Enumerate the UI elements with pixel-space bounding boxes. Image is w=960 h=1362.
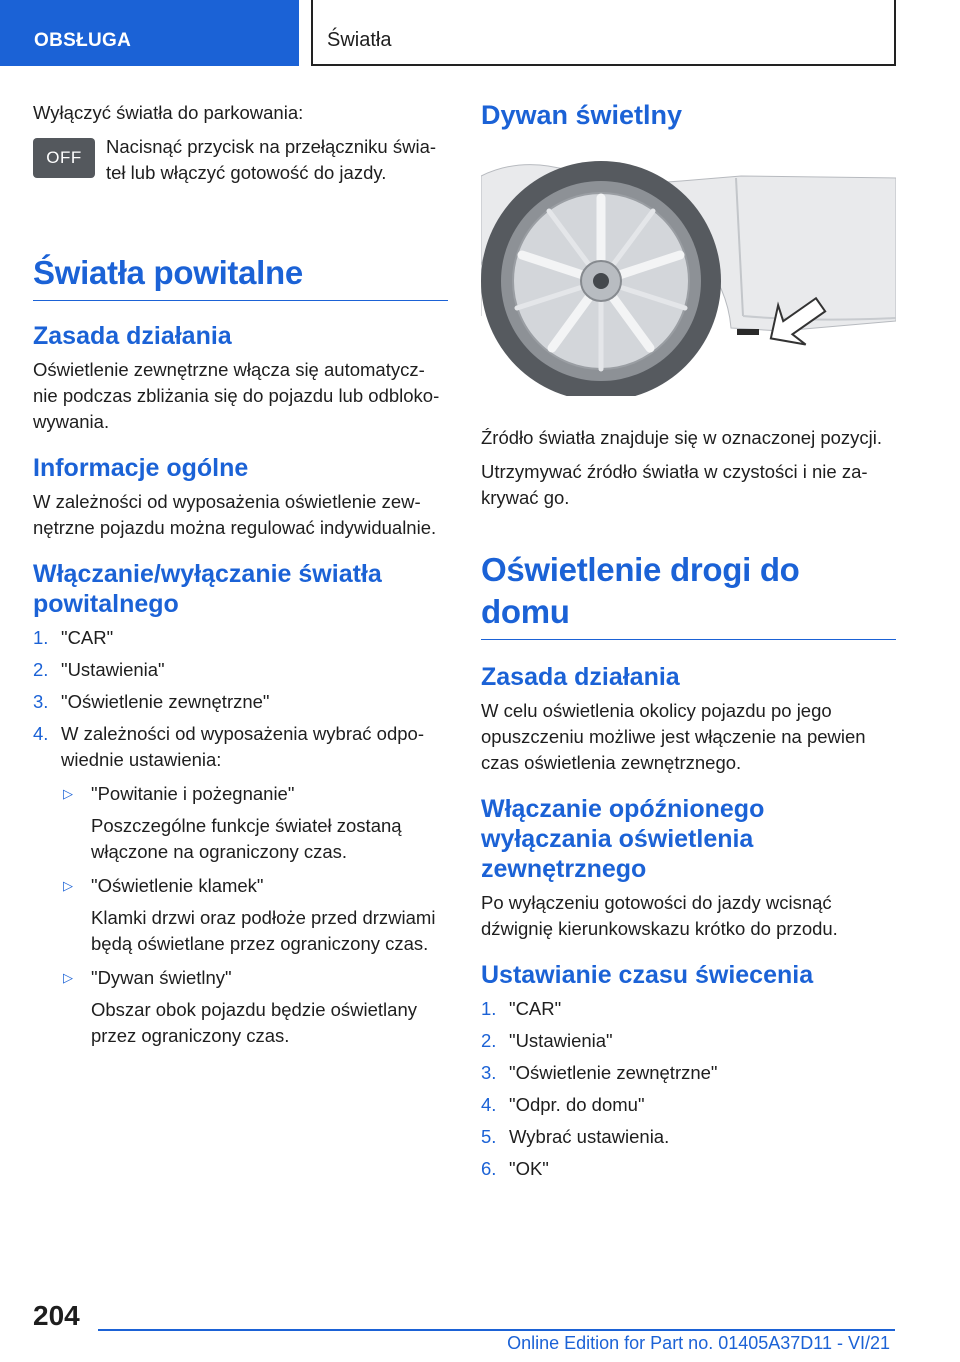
off-instruction <box>33 134 448 196</box>
page-header <box>0 0 960 66</box>
heading-principle: Zasada działania <box>33 322 232 350</box>
parking-off-label: Wyłączyć światła do parkowania: <box>33 102 304 123</box>
list-item: 5. Wybrać ustawienia. <box>481 1126 670 1147</box>
car-wheel-illustration <box>481 146 896 396</box>
left-column <box>33 100 448 1057</box>
page-number: 204 <box>33 1300 80 1331</box>
principle-text: Oświetlenie zewnętrzne włącza się automatycz-nie podczas zbliżania się do pojazdu lub odbloko-wywania. <box>33 359 440 432</box>
option-item: ▷ "Powitanie i pożegnanie" Poszczególne funkcje świateł zostaną włączone na ograniczony czas. <box>63 783 402 862</box>
list-item: 4. "Odpr. do domu" <box>481 1094 645 1115</box>
footer-divider <box>98 1329 895 1331</box>
triangle-bullet-icon: ▷ <box>63 878 73 893</box>
option-list <box>61 781 448 1049</box>
triangle-bullet-icon: ▷ <box>63 786 73 801</box>
list-item: 4. W zależności od wyposażenia wybrać odpo-wiednie ustawienia: ▷ "Powitanie i pożegnanie" Poszczególne funkcje świateł zostaną włączone na ograniczony czas. ▷ "Oświetlenie klamek" Klamki drzwi oraz podłoże przed drzwiami będą oświetlane przez ograniczony czas. ▷ "Dywan świetlny" Obszar obok pojazdu będzie oświetlany przez ograniczony czas. <box>33 721 448 1049</box>
heading-follow-me-home: Oświetlenie drogi do domu <box>481 549 896 640</box>
list-item: 1. "CAR" <box>33 627 114 648</box>
list-item: 3. "Oświetlenie zewnętrzne" <box>33 691 270 712</box>
edition-text: Online Edition for Part no. 01405A37D11 - VI/21 <box>507 1333 890 1353</box>
carpet-text-clean: Utrzymywać źródło światła w czystości i nie za-krywać go. <box>481 461 868 508</box>
list-item: 3. "Oświetlenie zewnętrzne" <box>481 1062 718 1083</box>
right-column <box>481 100 896 1188</box>
heading-principle-home: Zasada działania <box>481 663 680 691</box>
list-item: 2. "Ustawienia" <box>481 1030 613 1051</box>
home-principle-text: W celu oświetlenia okolicy pojazdu po jego opuszczeniu możliwe jest włączenie na pewien czas oświetlenia zewnętrznego. <box>481 700 866 773</box>
list-item: 2. "Ustawienia" <box>33 659 165 680</box>
heading-light-carpet: Dywan świetlny <box>481 100 683 130</box>
section-tab: OBSŁUGA <box>0 0 299 66</box>
option-item: ▷ "Dywan świetlny" Obszar obok pojazdu będzie oświetlany przez ograniczony czas. <box>63 967 417 1046</box>
delayed-off-text: Po wyłączeniu gotowości do jazdy wcisnąć dźwignię kierunkowskazu krótko do przodu. <box>481 892 838 939</box>
heading-welcome-lights: Światła powitalne <box>33 252 448 301</box>
heading-toggle-welcome: Włączanie/wyłączanie światła powitalnego <box>33 560 382 618</box>
carpet-text-location: Źródło światła znajduje się w oznaczonej pozycji. <box>481 427 883 448</box>
off-button-icon: OFF <box>33 138 95 178</box>
off-instruction-text: Nacisnąć przycisk na przełączniku świa-teł lub włączyć gotowość do jazdy. <box>106 136 437 183</box>
welcome-steps <box>33 625 448 1049</box>
chapter-title: Światła <box>311 0 896 66</box>
list-item: 6. "OK" <box>481 1158 549 1179</box>
heading-set-duration: Ustawianie czasu świecenia <box>481 961 814 989</box>
heading-general-info: Informacje ogólne <box>33 454 249 482</box>
duration-steps <box>481 996 896 1182</box>
heading-delayed-off: Włączanie opóźnionego wyłączania oświetlenia zewnętrznego <box>481 795 765 883</box>
option-item: ▷ "Oświetlenie klamek" Klamki drzwi oraz podłoże przed drzwiami będą oświetlane przez ograniczony czas. <box>63 875 436 954</box>
list-item: 1. "CAR" <box>481 998 562 1019</box>
general-text: W zależności od wyposażenia oświetlenie zew-nętrzne pojazdu można regulować indywidualnie. <box>33 491 437 538</box>
triangle-bullet-icon: ▷ <box>63 970 73 985</box>
